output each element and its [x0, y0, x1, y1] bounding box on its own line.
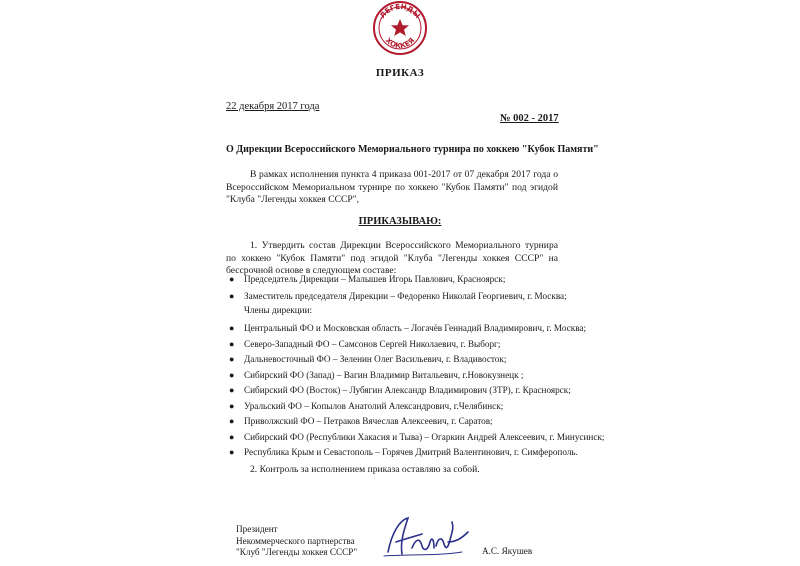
member-text: Приволжский ФО – Петраков Вячеслав Алексеевич, г. Саратов; [244, 416, 493, 426]
list-item-member [226, 447, 578, 463]
bullet-icon: ● [229, 323, 235, 333]
signer-name: А.С. Якушев [482, 546, 533, 556]
list-item-chair [226, 274, 566, 291]
members-label-text: Члены дирекции: [244, 305, 313, 315]
member-text: Северо-Западный ФО – Самсонов Сергей Николаевич, г. Выборг; [244, 338, 501, 349]
members-label [226, 305, 566, 323]
signatory-line-1: Президент [236, 524, 278, 534]
document-title: ПРИКАЗ [375, 67, 425, 79]
member-text: Сибирский ФО (Запад) – Вагин Владимир Витальевич, г.Новокузнецк ; [244, 369, 524, 380]
member-text: Уральский ФО – Копылов Анатолий Александрович, г.Челябинск; [244, 400, 504, 411]
bullet-icon: ● [229, 369, 235, 380]
logo-top-text: ЛЕГЕНДЫ [377, 1, 423, 20]
bullet-icon: ● [229, 354, 235, 364]
chair-text: Председатель Дирекции – Малышев Игорь Павлович, Красноярск; [244, 274, 506, 284]
document-subject: О Дирекции Всероссийского Мемориального турнира по хоккею "Кубок Памяти" [226, 144, 599, 155]
handwritten-signature [378, 512, 478, 562]
legends-hockey-logo [372, 0, 428, 56]
list-item-member [226, 370, 566, 386]
deputy-text: Заместитель председателя Дирекции – Федоренко Николай Георгиевич, г. Москва; [244, 291, 567, 301]
list-item-member [226, 354, 566, 370]
bullet-icon: ● [229, 416, 235, 426]
logo-bottom-text: ХОККЕЯ [383, 35, 417, 51]
list-item-member [226, 385, 571, 401]
bullet-icon: ● [229, 291, 235, 301]
bullet-icon: ● [229, 274, 235, 284]
signatory-line-3: "Клуб "Легенды хоккея СССР" [236, 547, 358, 557]
bullet-icon: ● [229, 385, 235, 395]
member-text: Сибирский ФО (Восток) – Лубягин Александр Владимирович (ЗТР), г. Красноярск; [244, 385, 571, 395]
intro-paragraph: В рамках исполнения пункта 4 приказа 001-2017 от 07 декабря 2017 года о Всероссийском Мемориальном турнире по хоккею "Кубок Памяти" под эгидой "Клуба "Легенды хоккея СССР", [226, 169, 558, 205]
member-text: Центральный ФО и Московская область – Логачёв Геннадий Владимирович, г. Москва; [244, 323, 587, 333]
document-number: № 002 - 2017 [500, 113, 559, 124]
list-item-deputy [226, 291, 566, 305]
member-text: Сибирский ФО (Республики Хакасия и Тыва) – Огаркин Андрей Алексеевич, г. Минусинск; [244, 431, 605, 442]
member-text: Республика Крым и Севастополь – Горячев Дмитрий Валентинович, г. Симферополь. [244, 447, 578, 457]
bullet-icon: ● [229, 447, 235, 457]
point-one-paragraph: 1. Утвердить состав Дирекции Всероссийского Мемориального турнира по хоккею "Кубок Памяти" под эгидой "Клуба "Легенды хоккея СССР" на бессрочной основе в следующем составе: [226, 240, 558, 276]
signatory-line-2: Некоммерческого партнерства [236, 535, 355, 546]
point-two-paragraph: 2. Контроль за исполнением приказа оставляю за собой. [250, 464, 480, 475]
list-item-member [226, 339, 566, 355]
bullet-icon: ● [229, 338, 235, 349]
list-item-member [226, 431, 605, 448]
list-item-member [226, 416, 566, 432]
bullet-icon: ● [229, 400, 235, 411]
decree-heading: ПРИКАЗЫВАЮ: [358, 216, 442, 227]
bullet-icon: ● [229, 431, 235, 442]
list-item-member [226, 401, 566, 417]
list-item-member [226, 323, 587, 339]
document-date: 22 декабря 2017 года [226, 101, 320, 112]
signatory-title-block [236, 524, 357, 559]
member-text: Дальневосточный ФО – Зеленин Олег Васильевич, г. Владивосток; [244, 354, 507, 364]
directorate-list [226, 274, 605, 463]
